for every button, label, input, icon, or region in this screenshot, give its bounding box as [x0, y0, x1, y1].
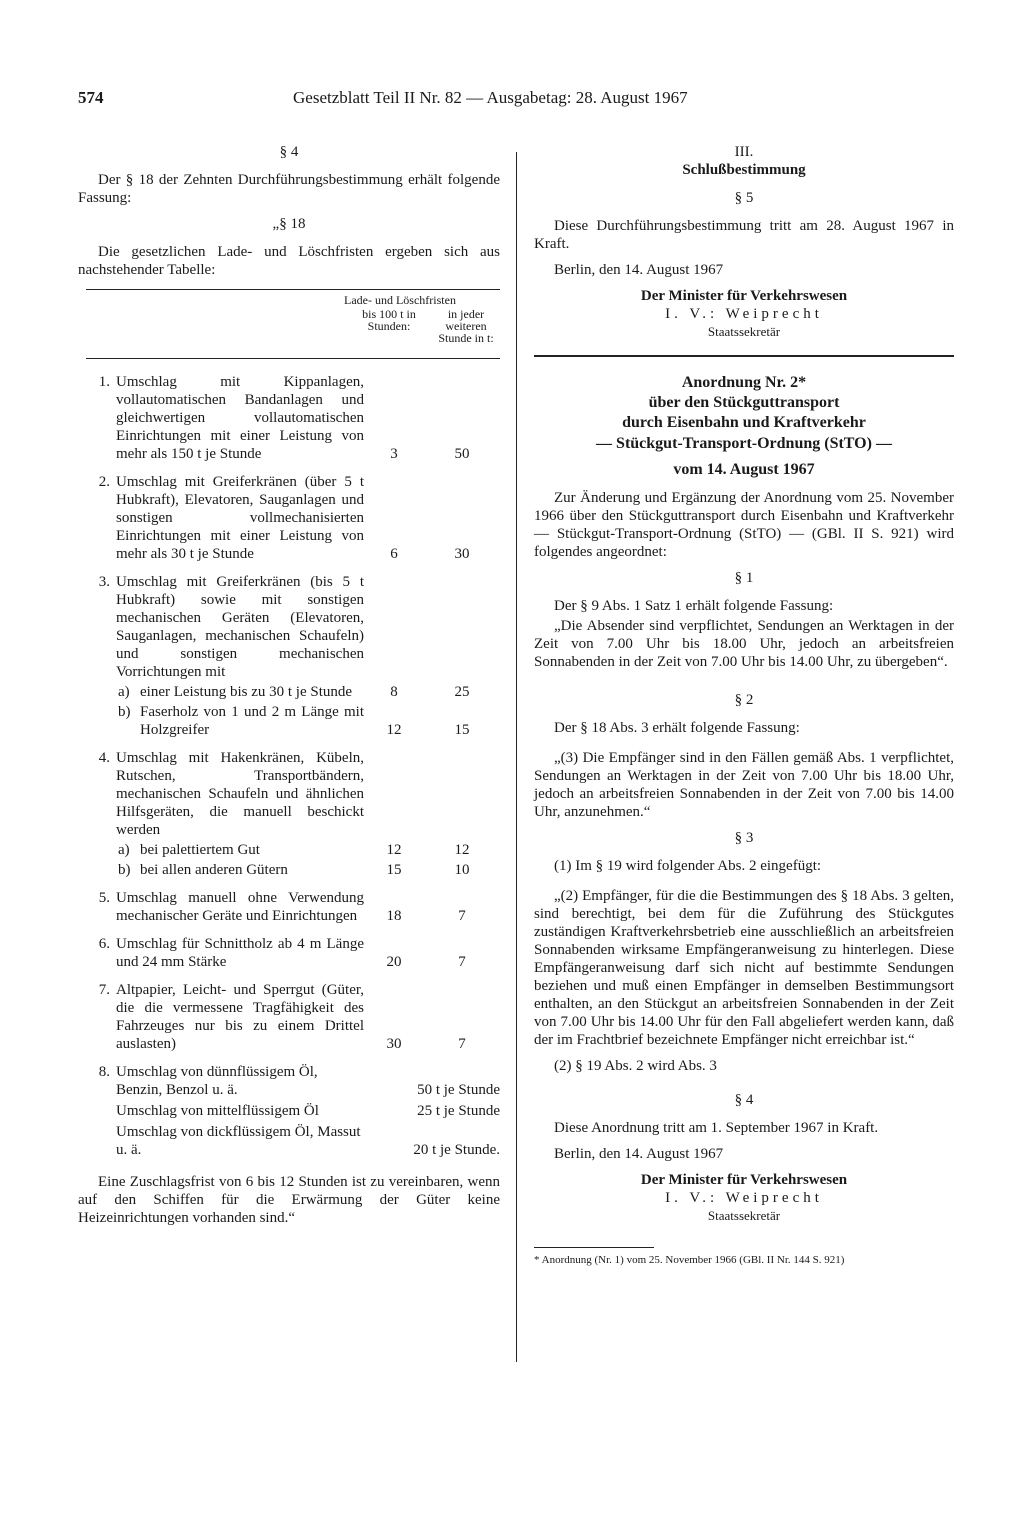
- section-3-paragraph-2: (2) § 19 Abs. 2 wird Abs. 3: [554, 1058, 717, 1074]
- subrow-text: bei palettiertem Gut: [140, 842, 260, 858]
- subrow-value-a: 8: [390, 684, 398, 700]
- page-header: [78, 88, 758, 112]
- subrow-value-b: 12: [454, 842, 470, 858]
- place-date: Berlin, den 14. August 1967: [554, 262, 724, 278]
- intro-paragraph: Der § 18 der Zehnten Durchführungsbestimmung erhält folgende Fassung:: [78, 172, 500, 206]
- ordinance-title-4: — Stückgut-Transport-Ordnung (StTO) —: [596, 435, 892, 452]
- row-text: Umschlag für Schnittholz ab 4 m Länge und 24 mm Stärke: [116, 936, 364, 970]
- table-row: [78, 373, 500, 463]
- subrow-value-b: 25: [454, 684, 470, 700]
- ordinance-title-2: über den Stückguttransport: [648, 394, 840, 411]
- row-value-b: 7: [458, 1036, 466, 1052]
- subrow-value-b: 15: [454, 722, 470, 738]
- row-number: 6.: [98, 936, 110, 952]
- left-column: [78, 143, 500, 1235]
- minister-title: Der Minister für Verkehrswesen: [640, 288, 848, 304]
- signature-2: I. V.: Weiprecht: [665, 1190, 823, 1206]
- right-column: [534, 143, 954, 1267]
- section-2-heading: § 2: [734, 692, 754, 708]
- table-intro: Die gesetzlichen Lade- und Löschfristen ergeben sich aus nachstehender Tabelle:: [78, 244, 500, 278]
- row-value-a: 6: [390, 546, 398, 562]
- row-number: 8.: [98, 1064, 110, 1080]
- signature-title: Staatssekretär: [707, 324, 781, 339]
- ordinance-title-3: durch Eisenbahn und Kraftverkehr: [622, 414, 866, 431]
- subrow-label: b): [118, 862, 131, 878]
- row-8-line-value: 50 t je Stunde: [417, 1082, 500, 1098]
- row-number: 5.: [98, 890, 110, 906]
- row-number: 4.: [98, 750, 110, 766]
- subrow-label: b): [118, 704, 131, 720]
- section-text: Diese Durchführungsbestimmung tritt am 28. August 1967 in Kraft.: [534, 218, 954, 252]
- part-title: Schlußbestimmung: [682, 162, 806, 178]
- row-8-lines: [116, 1063, 500, 1159]
- table-header-rule: [86, 358, 500, 359]
- table-subrow: [116, 703, 500, 739]
- row-text: Umschlag mit Kippanlagen, vollautomatischen Bandanlagen und gleichwertigen vollautomatischen Einrichtungen mit einer Leistung von mehr als 150 t je Stunde: [116, 374, 364, 462]
- page-number: 574: [78, 88, 104, 107]
- row-value-a: 30: [386, 1036, 402, 1052]
- closing-paragraph: Eine Zuschlagsfrist von 6 bis 12 Stunden ist zu vereinbaren, wenn auf den Schiffen für die Erwärmung der Güter keine Heizeinrichtungen vorhanden sind.“: [78, 1174, 500, 1226]
- column-divider: [516, 152, 517, 1362]
- table-row: [78, 749, 500, 839]
- subrow-value-a: 12: [386, 722, 402, 738]
- row-text: Altpapier, Leicht- und Sperrgut (Güter, die die vermessene Tragfähigkeit des Fahrzeuges nur bis zu einem Drittel auslasten): [116, 982, 364, 1052]
- row-text: Umschlag mit Hakenkränen, Kübeln, Rutschen, Transportbändern, mechanischen Schaufeln und ähnlichen Hilfsgeräten, die manuell beschickt werden: [116, 750, 364, 838]
- subrow-value-b: 10: [454, 862, 470, 878]
- row-8-line-text: Umschlag von dünnflüssigem Öl, Benzin, Benzol u. ä.: [116, 1064, 318, 1098]
- row-number: 1.: [98, 374, 110, 390]
- table-row: [78, 473, 500, 563]
- row-8-line-value: 25 t je Stunde: [417, 1103, 500, 1119]
- row-text: Umschlag mit Greiferkränen (über 5 t Hubkraft), Elevatoren, Sauganlagen und sonstigen vollmechanisierten Einrichtungen mit einer Leistung von mehr als 30 t je Stunde: [116, 474, 364, 562]
- row-8-line-text: Umschlag von mittelflüssigem Öl: [116, 1103, 319, 1119]
- subrow-value-a: 15: [386, 862, 402, 878]
- row-number: 7.: [98, 982, 110, 998]
- quote-section-heading: „§ 18: [272, 216, 306, 232]
- footnote-rule: [534, 1247, 654, 1248]
- row-number: 2.: [98, 474, 110, 490]
- place-date-2: Berlin, den 14. August 1967: [554, 1146, 724, 1162]
- table-row: [78, 935, 500, 971]
- row-value-b: 50: [454, 446, 470, 462]
- ordinance-date: vom 14. August 1967: [673, 461, 815, 478]
- section-1-heading: § 1: [734, 570, 754, 586]
- table-header-col-b: in jeder weiteren Stunde in t:: [438, 307, 494, 345]
- ordinance-title-1: Anordnung Nr. 2*: [681, 374, 807, 391]
- row-value-b: 30: [454, 546, 470, 562]
- running-head: Gesetzblatt Teil II Nr. 82 — Ausgabetag: 28. August 1967: [293, 88, 688, 107]
- row-8-line: [116, 1123, 500, 1159]
- table-subrow: [116, 841, 500, 859]
- section-1-quote: „Die Absender sind verpflichtet, Sendungen an Werktagen in der Zeit von 7.00 Uhr bis 18.00 Uhr, jedoch an arbeitsfreien Sonnabenden in der Zeit von 7.00 Uhr bis 14.00 Uhr, zu übergeben“.: [534, 618, 954, 670]
- table-row: [78, 1063, 500, 1159]
- row-value-b: 7: [458, 908, 466, 924]
- section-3-text: (1) Im § 19 wird folgender Abs. 2 eingefügt:: [554, 858, 822, 874]
- table-header: [86, 290, 500, 358]
- row-text: Umschlag mit Greiferkränen (bis 5 t Hubkraft) sowie mit sonstigen mechanischen Geräten (Elevatoren, Sauganlagen, mechanischen Schaufeln) und sonstigen mechanischen Vorrichtungen mit: [116, 574, 364, 680]
- table-row: [78, 573, 500, 681]
- section-3-heading: § 3: [734, 830, 754, 846]
- subrow-value-a: 12: [386, 842, 402, 858]
- table-header-span: Lade- und Löschfristen: [344, 293, 456, 307]
- section-4-heading: § 4: [734, 1092, 754, 1108]
- row-8-line-text: Umschlag von dickflüssigem Öl, Massut u. ä.: [116, 1124, 361, 1158]
- row-value-b: 7: [458, 954, 466, 970]
- table-subrow: [116, 683, 500, 701]
- row-text: Umschlag manuell ohne Verwendung mechanischer Geräte und Einrichtungen: [116, 890, 364, 924]
- section-heading: § 5: [734, 190, 754, 206]
- table-subrow: [116, 861, 500, 879]
- part-number: III.: [734, 144, 754, 160]
- table-header-col-a: bis 100 t in Stunden:: [362, 307, 416, 333]
- row-8-line: [116, 1063, 500, 1099]
- footnote: * Anordnung (Nr. 1) vom 25. November 1966 (GBl. II Nr. 144 S. 921): [534, 1254, 845, 1266]
- table-row: [78, 889, 500, 925]
- section-1-text: Der § 9 Abs. 1 Satz 1 erhält folgende Fassung:: [554, 598, 834, 614]
- subrow-text: einer Leistung bis zu 30 t je Stunde: [140, 684, 353, 700]
- row-8-line: [116, 1102, 500, 1120]
- subrow-text: Faserholz von 1 und 2 m Länge mit Holzgreifer: [140, 704, 364, 738]
- table-row: [78, 981, 500, 1053]
- section-2-quote: „(3) Die Empfänger sind in den Fällen gemäß Abs. 1 verpflichtet, Sendungen an Werktagen in der Zeit von 7.00 Uhr bis 18.00 Uhr, jedoch an arbeitsfreien Sonnabenden in der Zeit von 7.00 bis 14.00 Uhr, anzunehmen.“: [534, 750, 954, 820]
- section-heading: § 4: [279, 144, 299, 160]
- row-number: 3.: [98, 574, 110, 590]
- section-4-text: Diese Anordnung tritt am 1. September 1967 in Kraft.: [554, 1120, 879, 1136]
- section-rule: [534, 355, 954, 357]
- signature-title-2: Staatssekretär: [707, 1208, 781, 1223]
- row-value-a: 18: [386, 908, 402, 924]
- section-2-text: Der § 18 Abs. 3 erhält folgende Fassung:: [554, 720, 800, 736]
- row-value-a: 3: [390, 446, 398, 462]
- subrow-label: a): [118, 684, 130, 700]
- ordinance-intro: Zur Änderung und Ergänzung der Anordnung vom 25. November 1966 über den Stückguttransport durch Eisenbahn und Kraftverkehr — Stückgut-Transport-Ordnung (StTO) — (GBl. II S. 921) wird folgendes angeordnet:: [534, 490, 954, 560]
- row-8-line-value: 20 t je Stunde.: [413, 1142, 500, 1158]
- subrow-label: a): [118, 842, 130, 858]
- row-value-a: 20: [386, 954, 402, 970]
- subrow-text: bei allen anderen Gütern: [140, 862, 288, 878]
- section-3-quote: „(2) Empfänger, für die die Bestimmungen des § 18 Abs. 3 gelten, sind berechtigt, bei dem für die Zuführung des Stückgutes zuständigen Kraftverkehrsbetrieb eine ausschließlich an arbeitsfreien Sonnabenden wirksame Empfängeranweisung zu hinterlegen. Diese Empfängeranweisung darf sich nicht auf bestimmte Sendungen beziehen und muß einen Empfänger in demselben Bestimmungsort enthalten, an den Stückgut an arbeitsfreien Sonnabenden in der Zeit von 7.00 Uhr bis 14.00 Uhr für den Fall abgeliefert werden kann, daß der im Frachtbrief bezeichnete Empfänger nicht erreichbar ist.“: [534, 888, 954, 1048]
- minister-title-2: Der Minister für Verkehrswesen: [640, 1172, 848, 1188]
- signature: I. V.: Weiprecht: [665, 306, 823, 322]
